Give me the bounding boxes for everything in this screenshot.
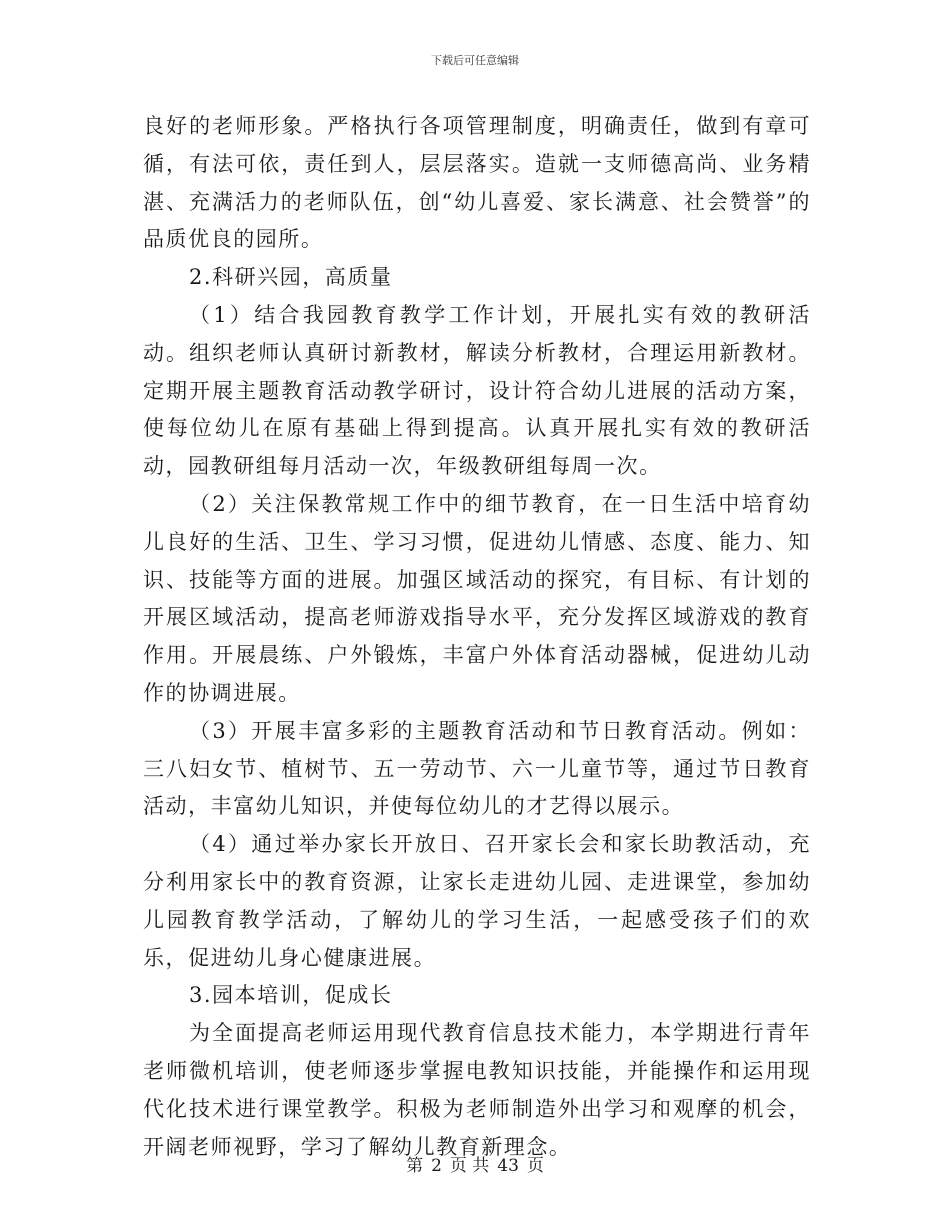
header-note: 下载后可任意编辑: [431, 54, 519, 67]
total-pages: 43: [497, 1156, 519, 1176]
paragraph-item-3: （3）开展丰富多彩的主题教育活动和节日教育活动。例如：三八妇女节、植树节、五一劳动节、六一儿童节等，通过节日教育活动，丰富幼儿知识，并使每位幼儿的才艺得以展示。: [143, 718, 811, 819]
paragraph-item-1: （1）结合我园教育教学工作计划，开展扎实有效的教研活动。组织老师认真研讨新教材，解读分析教材，合理运用新教材。定期开展主题教育活动教学研讨，设计符合幼儿进展的活动方案，使每位幼儿在原有基础上得到提高。认真开展扎实有效的教研活动，园教研组每月活动一次，年级教研组每周一次。: [143, 302, 811, 479]
footer-prefix: 第: [406, 1156, 424, 1176]
footer-suffix: 页: [526, 1156, 544, 1176]
current-page-number: 2: [431, 1156, 442, 1176]
section-heading-training: 3.园本培训，促成长: [189, 983, 393, 1008]
footer-middle: 页 共: [449, 1156, 490, 1176]
paragraph-continuation: 良好的老师形象。严格执行各项管理制度，明确责任，做到有章可循，有法可依，责任到人，层层落实。造就一支师德高尚、业务精湛、充满活力的老师队伍，创“幼儿喜爱、家长满意、社会赞誉”的品质优良的园所。: [143, 114, 811, 252]
paragraph-training: 为全面提高老师运用现代教育信息技术能力，本学期进行青年老师微机培训，使老师逐步掌握电教知识技能，并能操作和运用现代化技术进行课堂教学。积极为老师制造外出学习和观摩的机会，开阔老师视野，学习了解幼儿教育新理念。: [143, 1021, 811, 1159]
page-footer: [0, 1155, 950, 1177]
paragraph-item-2: （2）关注保教常规工作中的细节教育，在一日生活中培育幼儿良好的生活、卫生、学习习惯，促进幼儿情感、态度、能力、知识、技能等方面的进展。加强区域活动的探究，有目标、有计划的开展区域活动，提高老师游戏指导水平，充分发挥区域游戏的教育作用。开展晨练、户外锻炼，丰富户外体育活动器械，促进幼儿动作的协调进展。: [143, 491, 811, 705]
section-heading-research: 2.科研兴园，高质量: [189, 265, 393, 290]
paragraph-item-4: （4）通过举办家长开放日、召开家长会和家长助教活动，充分利用家长中的教育资源，让家长走进幼儿园、走进课堂，参加幼儿园教育教学活动，了解幼儿的学习生活，一起感受孩子们的欢乐，促进幼儿身心健康进展。: [143, 832, 811, 970]
document-body: [143, 108, 811, 1166]
